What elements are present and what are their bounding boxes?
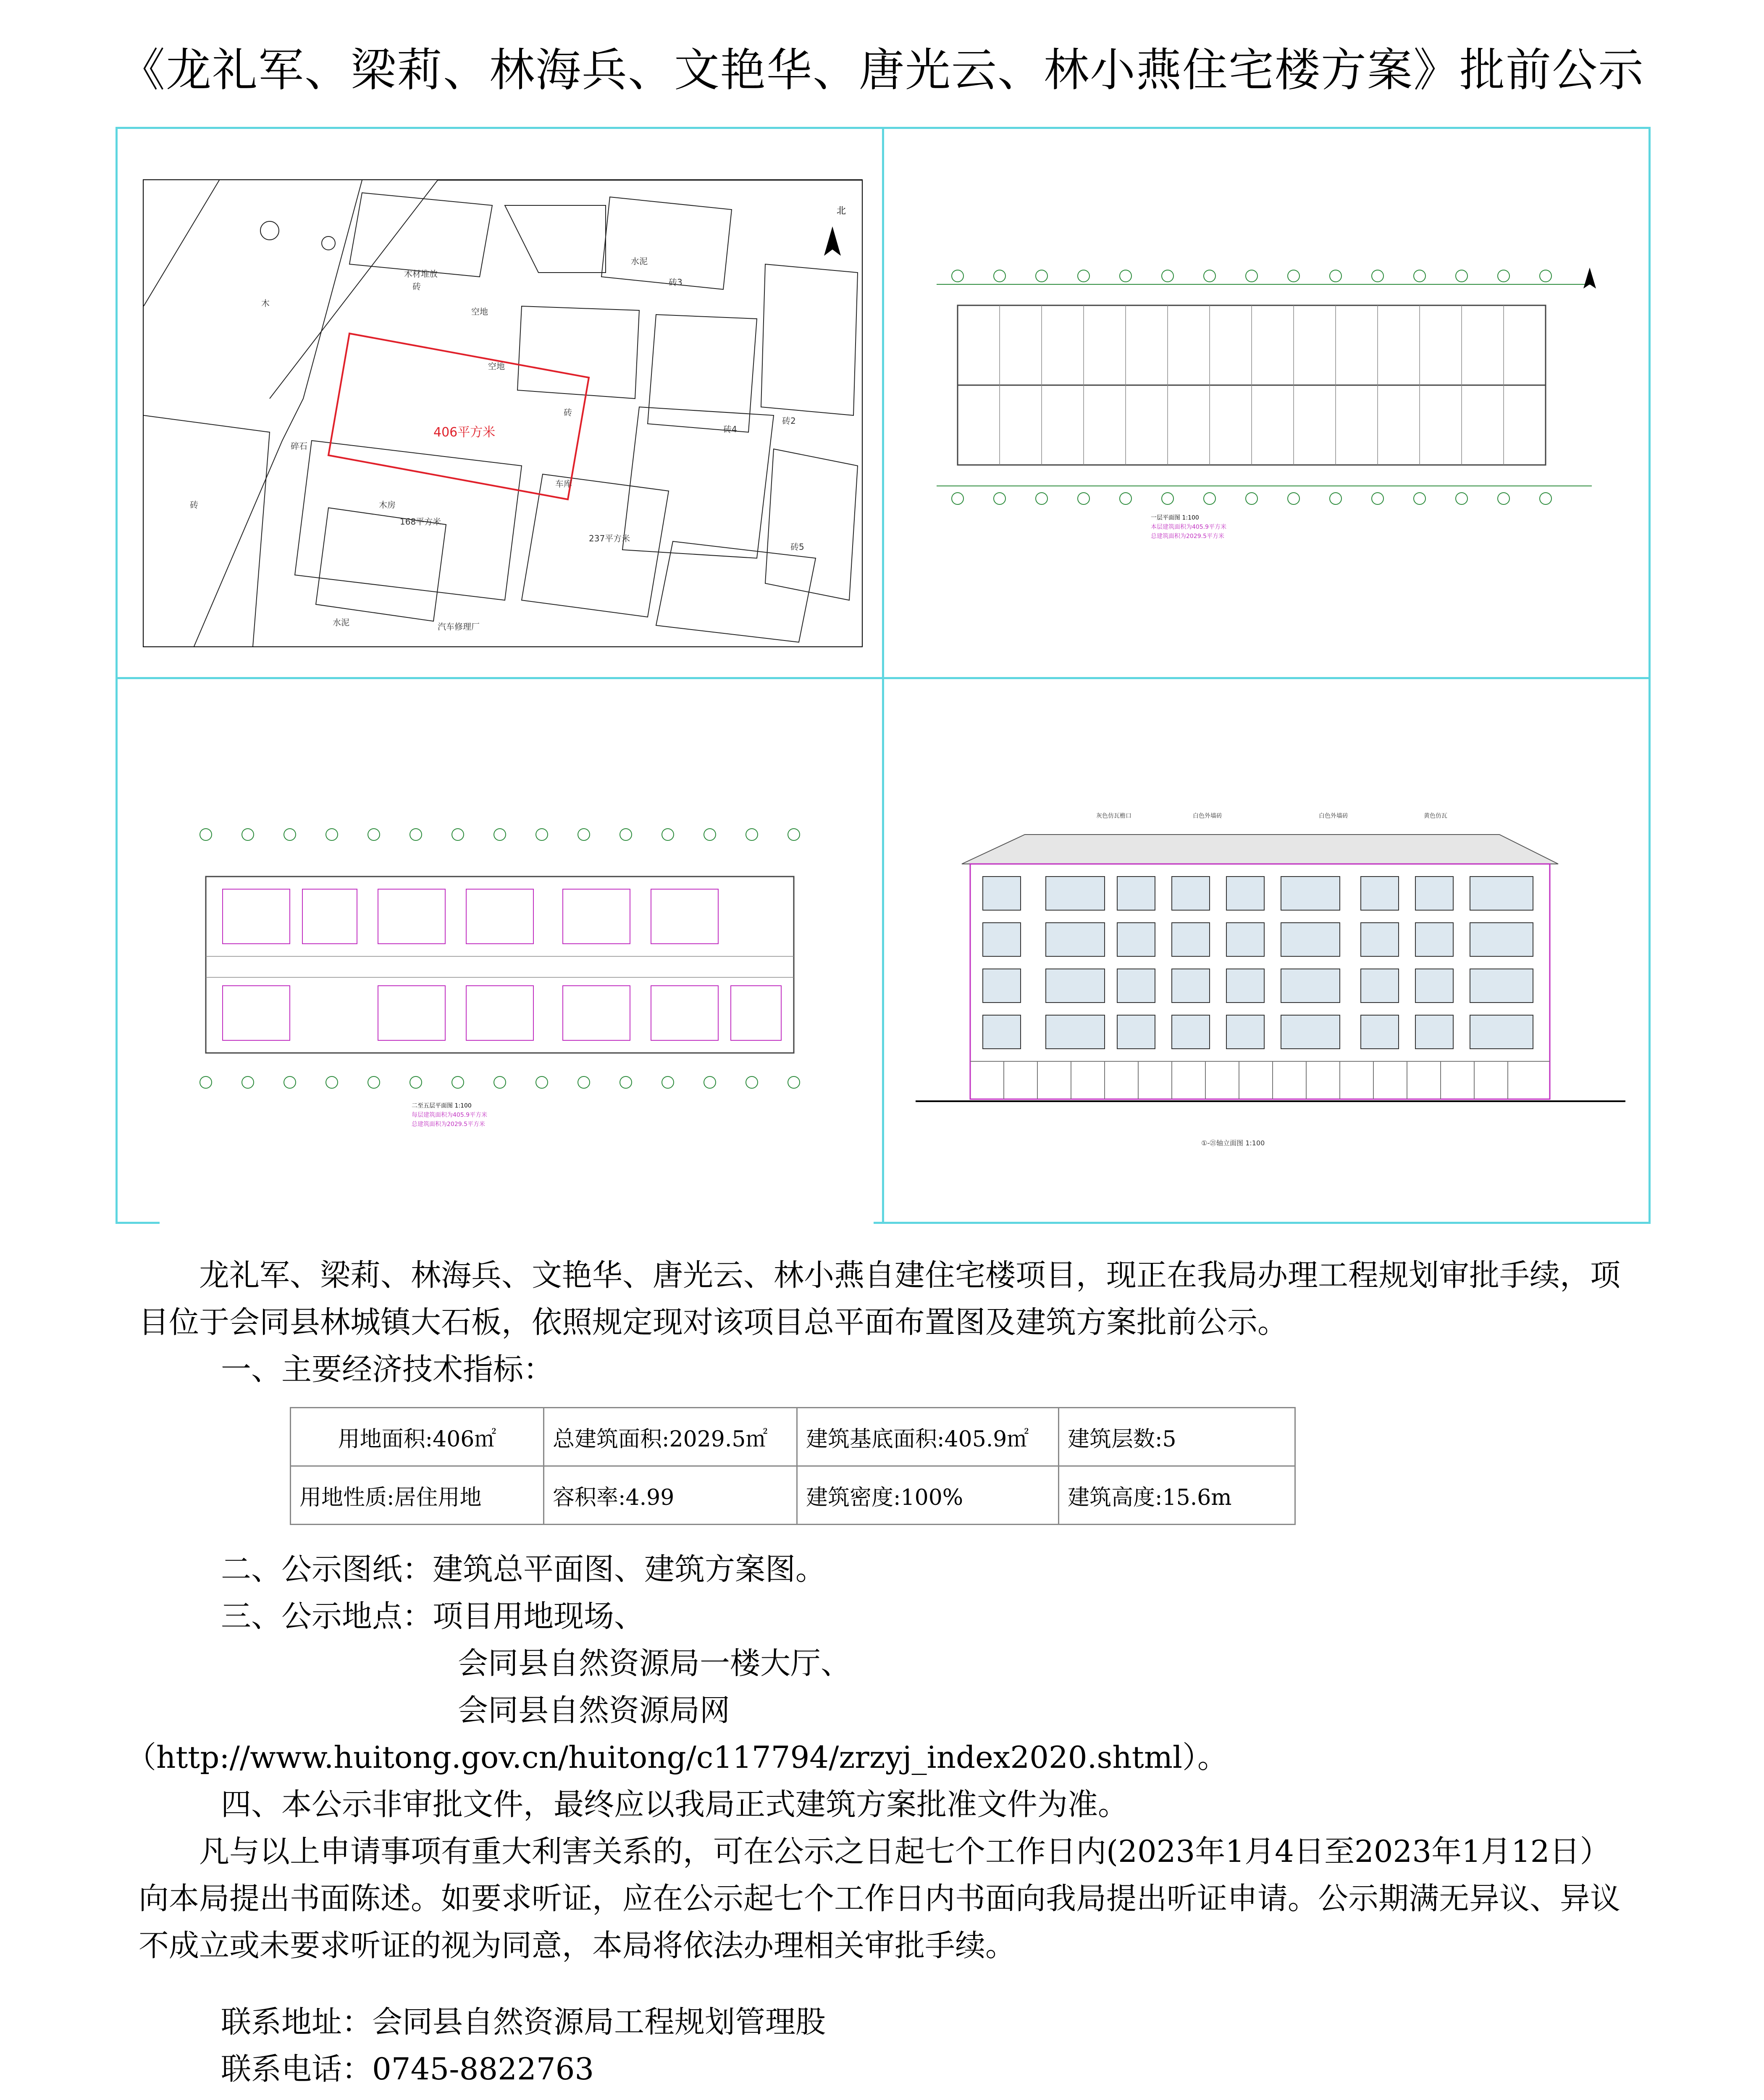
site-plan-panel <box>143 179 863 647</box>
notice-body-lower <box>126 1546 1634 2092</box>
elevation-tag: 灰色仿瓦檐口 <box>1096 813 1131 819</box>
page-title: 《龙礼军、梁莉、林海兵、文艳华、唐光云、林小燕住宅楼方案》批前公示 <box>119 44 1644 97</box>
elevation-tag: 白色外墙砖 <box>1193 813 1222 819</box>
section3-line3: 会同县自然资源局网 <box>458 1693 730 1728</box>
table-cell: 总建筑面积:2029.5㎡ <box>544 1408 797 1466</box>
grid-divider-horizontal <box>118 677 1648 679</box>
indicator-table <box>290 1407 1296 1525</box>
elevation-tag: 白色外墙砖 <box>1319 813 1348 819</box>
table-row <box>291 1466 1295 1525</box>
table-cell: 建筑基底面积:405.9㎡ <box>797 1408 1059 1466</box>
upper-floors-plan-drawing <box>160 818 874 1238</box>
site-label: 168平方米 <box>400 517 441 527</box>
table-cell: 用地面积:406㎡ <box>291 1408 544 1466</box>
elevation-drawing <box>899 801 1642 1221</box>
site-label: 砖 <box>412 281 421 291</box>
section4: 四、本公示非审批文件，最终应以我局正式建筑方案批准文件为准。 <box>221 1787 1129 1822</box>
site-label: 砖 <box>564 407 572 417</box>
grid-divider-vertical <box>882 129 884 1222</box>
table-row <box>291 1408 1295 1466</box>
site-label: 空地 <box>471 307 488 317</box>
site-label: 砖3 <box>669 277 682 287</box>
intro-paragraph: 龙礼军、梁莉、林海兵、文艳华、唐光云、林小燕自建住宅楼项目，现正在我局办理工程规划审批手续，项目位于会同县林城镇大石板，依照规定现对该项目总平面布置图及建筑方案批前公示。 <box>139 1257 1621 1340</box>
section1-heading: 一、主要经济技术指标： <box>221 1352 554 1387</box>
site-label: 砖2 <box>782 416 796 426</box>
upper-floors-plan-panel <box>160 818 874 1238</box>
table-cell: 用地性质:居住用地 <box>291 1466 544 1525</box>
table-cell: 建筑高度:15.6m <box>1059 1466 1295 1525</box>
plan2-note2: 总建筑面积为2029.5平方米 <box>412 1121 485 1128</box>
plan1-note2: 总建筑面积为2029.5平方米 <box>1151 533 1224 540</box>
section3-line2: 会同县自然资源局一楼大厅、 <box>458 1646 851 1681</box>
site-label: 空地 <box>488 361 505 371</box>
roof <box>962 835 1558 864</box>
elevation-panel <box>899 801 1642 1221</box>
north-arrow-icon <box>824 226 841 256</box>
site-boundary <box>328 333 589 499</box>
section3-url: （http://www.huitong.gov.cn/huitong/c117794/zrzyj_index2020.shtml）。 <box>126 1740 1228 1775</box>
sign-org <box>1270 2096 1512 2100</box>
contact-address: 联系地址：会同县自然资源局工程规划管理股 <box>221 2004 826 2040</box>
section3-line1: 三、公示地点：项目用地现场、 <box>221 1599 645 1634</box>
table-cell: 建筑层数:5 <box>1059 1408 1295 1466</box>
site-label: 车库 <box>555 479 572 489</box>
site-label: 碎石 <box>291 441 307 451</box>
site-label: 木材堆放 <box>404 269 438 279</box>
site-label: 237平方米 <box>589 533 630 543</box>
spacer <box>139 1969 1634 1998</box>
north-label: 北 <box>837 206 846 216</box>
plan2-note1: 每层建筑面积为405.9平方米 <box>412 1112 488 1118</box>
site-label: 砖4 <box>723 424 737 434</box>
north-arrow-icon <box>1583 268 1596 289</box>
elevation-title: ①-㉑轴立面图 1:100 <box>1201 1139 1265 1147</box>
table-cell: 容积率:4.99 <box>544 1466 797 1525</box>
site-area-label: 406平方米 <box>433 425 496 440</box>
site-label: 水泥 <box>333 617 349 627</box>
contact-phone: 联系电话：0745-8822763 <box>221 2051 594 2087</box>
site-label: 水泥 <box>631 256 648 266</box>
elevation-tag: 黄色仿瓦 <box>1424 813 1447 819</box>
plan1-note1: 本层建筑面积为405.9平方米 <box>1151 524 1227 530</box>
table-cell: 建筑密度:100% <box>797 1466 1059 1525</box>
objection-paragraph: 凡与以上申请事项有重大利害关系的，可在公示之日起七个工作日内(2023年1月4日至2023年1月12日）向本局提出书面陈述。如要求听证，应在公示起七个工作日内书面向我局提出听证申请。公示期满无异议、异议不成立或未要求听证的视为同意，本局将依法办理相关审批手续。 <box>139 1834 1621 1963</box>
notice-body <box>139 1252 1634 1393</box>
signature-block <box>1270 2096 1512 2100</box>
site-label: 砖5 <box>790 542 804 552</box>
plan2-title: 二至五层平面图 1:100 <box>412 1102 472 1109</box>
drawing-grid <box>116 127 1651 1224</box>
site-label: 砖 <box>190 500 198 510</box>
ground-floor-plan-drawing <box>911 251 1625 675</box>
site-label: 木 <box>261 298 270 308</box>
site-plan-drawing <box>144 180 862 646</box>
site-label: 木房 <box>379 500 396 510</box>
ground-floor-plan-panel <box>911 251 1625 675</box>
site-label: 汽车修理厂 <box>438 622 480 632</box>
plan1-title: 一层平面图 1:100 <box>1151 514 1199 521</box>
section2: 二、公示图纸：建筑总平面图、建筑方案图。 <box>221 1551 826 1587</box>
